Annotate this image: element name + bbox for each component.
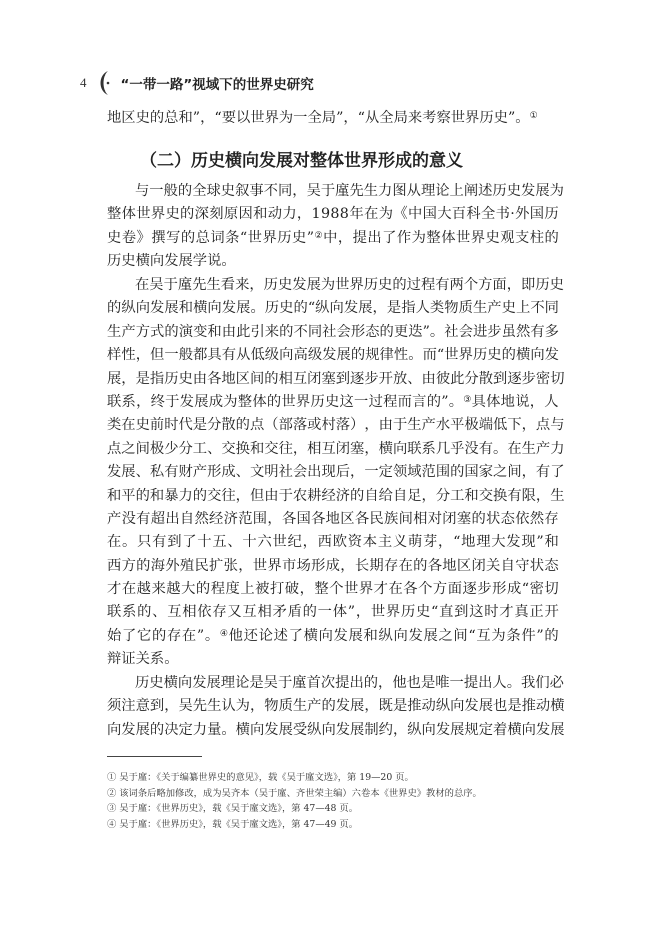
footnote-item: ③ 吴于廑：《世界历史》，载《吴于廑文选》，第 47—48 页。	[107, 803, 358, 814]
text-line: 发 展 、 私 有 财 产 形 成 、 文 明 社 会 出 现 后 ， 一 定 领 域 范 围 的 国 家 之 间 ， 有 了	[107, 464, 565, 481]
footnote-item: ④ 吴于廑：《世界历史》，载《吴于廑文选》，第 47—49 页。	[107, 818, 358, 830]
text-line: 点 之 间 极 少 分 工 、 交 换 和 交 往 ， 相 互 闭 塞 ， 横 向 联 系 几 乎 没 有 。 在 生 产 力	[107, 440, 565, 457]
footnote-ref: ①	[529, 111, 538, 121]
text-line: 生 产 方 式 的 演 变 和 由 此 引 来 的 不 同 社 会 形 态 的 更 迭 ” 。 社 会 进 步 虽 然 有 多	[107, 323, 559, 340]
text-line: 在 。 只 有 到 了 十 五 、 十 六 世 纪 ， 西 欧 资 本 主 义 萌 芽 ， “ 地 理 大 发 现 ” 和	[107, 534, 559, 551]
text-line: 与 一 般 的 全 球 史 叙 事 不 同 ， 吴 于 廑 先 生 力 图 从 理 论 上 阐 述 历 史 发 展 为	[135, 183, 564, 199]
text-line: 和 平 的 和 暴 力 的 交 往 ， 但 由 于 农 耕 经 济 的 自 给 自 足 ， 分 工 和 交 换 有 限 ， 生	[107, 487, 565, 504]
text-line: 历 史 横 向 发 展 理 论 是 吴 于 廑 首 次 提 出 的 ， 他 也 是 唯 一 提 出 人 。 我 们 必	[135, 675, 564, 691]
text-line: 历 史 横 向 发 展 学 说 。	[107, 253, 236, 270]
text-line: 才 在 越 来 越 大 的 程 度 上 被 打 破 ， 整 个 世 界 才 在 各 个 方 面 逐 步 形 成 “ 密 切	[107, 581, 559, 598]
text-line: 西 方 的 海 外 殖 民 扩 张 ， 世 界 市 场 形 成 ， 长 期 存 在 的 各 地 区 闭 关 自 守 状 态	[107, 557, 559, 574]
text-line: 展 ， 是 指 历 史 由 各 地 区 间 的 相 互 闭 塞 到 逐 步 开 放 、 由 彼 此 分 散 到 逐 步 密 切	[107, 370, 565, 387]
text-line: 联 系 的 、 互 相 依 存 又 互 相 矛 盾 的 一 体 ” ， 世 界 历 史 “ 直 到 这 时 才 真 正 开	[107, 604, 559, 621]
footnote-divider	[107, 756, 202, 757]
intro-text	[107, 107, 559, 130]
running-header	[80, 72, 314, 94]
section-title: （二）历史横向发展对整体世界形成的意义	[140, 151, 463, 171]
book-title: “一带一路”视域下的世界史研究	[120, 77, 314, 93]
text-line: 向 发 展 的 决 定 力 量 。 横 向 发 展 受 纵 向 发 展 制 约 ， 纵 向 发 展 规 定 着 横 向 发 展	[107, 721, 565, 738]
text-line: 须 注 意 到 ， 吴 先 生 认 为 ， 物 质 生 产 的 发 展 ， 既 是 推 动 纵 向 发 展 也 是 推 动 横	[107, 698, 565, 715]
footnote-item: ① 吴于廑：《关于编纂世界史的意见》，载《吴于廑文选》，第 19—20 页。	[107, 772, 414, 783]
text-line: 类 在 史 前 时 代 是 分 散 的 点 （ 部 落 或 村 落 ） ， 由 于 生 产 水 平 极 端 低 下 ， 点 与	[107, 417, 565, 434]
text-line: 史 卷 》 撰 写 的 总 词 条 “ 世 界 历 史 ” ② 中 ， 提 出 了 作 为 整 体 世 界 史 观 支 柱 的	[107, 229, 559, 246]
text-line: 联 系 ， 终 于 发 展 成 为 整 体 的 世 界 历 史 这 一 过 程 而 言 的 ” 。 ③ 具 体 地 说 ， 人	[107, 393, 559, 410]
text-line: 样 性 ， 但 一 般 都 具 有 从 低 级 向 高 级 发 展 的 规 律 性 。 而 “ 世 界 历 史 的 横 向 发	[107, 347, 559, 364]
footnote-item: ② 该词条后略加修改，成为吴齐本（吴于廑、齐世荣主编）六卷本《世界史》教材的总序。	[107, 787, 482, 799]
ornament-icon	[95, 70, 111, 96]
text-line: 产 没 有 超 出 自 然 经 济 范 围 ， 各 国 各 地 区 各 民 族 间 相 对 闭 塞 的 状 态 依 然 存	[107, 510, 559, 527]
page-number: 4	[80, 75, 87, 90]
text-line: 的 纵 向 发 展 和 横 向 发 展 。 历 史 的 “ 纵 向 发 展 ， 是 指 人 类 物 质 生 产 史 上 不 同	[107, 300, 559, 317]
text-line: 辩 证 关 系 。	[107, 651, 179, 668]
text-line: 整 体 世 界 史 的 深 刻 原 因 和 动 力 ， 1 9 8 8 年 在 为 《 中 国 大 百 科 全 书 · 外 国 历	[107, 206, 559, 223]
text-line: 地区史的总和”，“要以世界为一全局”，“从全局来考察世界历史”。 ①	[107, 107, 559, 130]
paragraph-1	[107, 180, 564, 274]
text-line: 在 吴 于 廑 先 生 看 来 ， 历 史 发 展 为 世 界 历 史 的 过 程 有 两 个 方 面 ， 即 历 史	[135, 277, 564, 293]
footnotes	[107, 770, 559, 832]
paragraph-2	[107, 274, 565, 672]
text-line: 始 了 它 的 存 在 ” 。 ④ 他 还 论 述 了 横 向 发 展 和 纵 向 发 展 之 间 “ 互 为 条 件 ” 的	[107, 627, 559, 644]
paragraph-3	[107, 672, 565, 742]
